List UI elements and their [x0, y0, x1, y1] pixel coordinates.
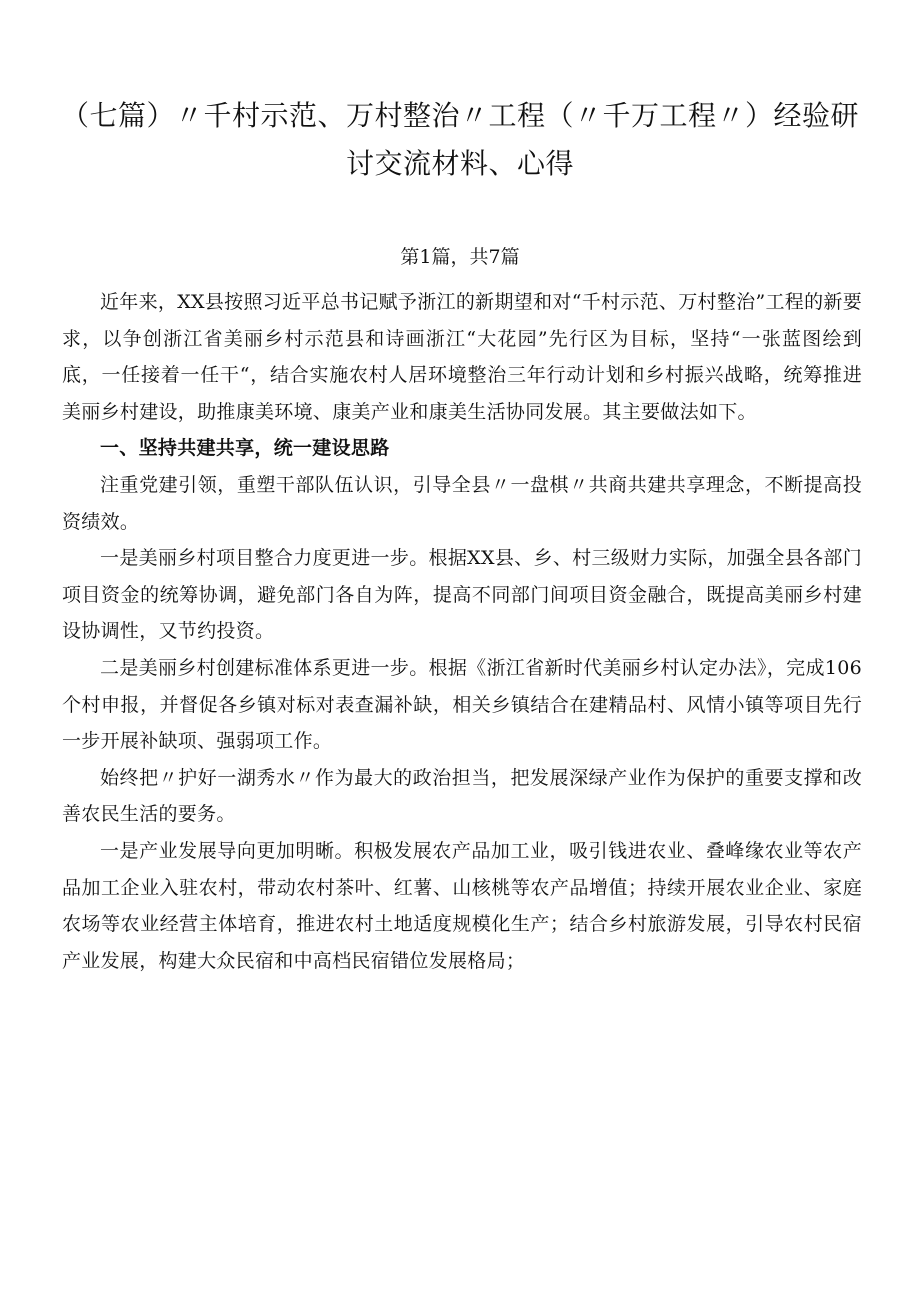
paragraph-party-building: 注重党建引领，重塑干部队伍认识，引导全县〃一盘棋〃共商共建共享理念，不断提高投资绩效。: [62, 473, 862, 533]
paragraph-industry-guidance: 一是产业发展导向更加明晰。积极发展农产品加工业，吸引钱进农业、叠峰缘农业等农产品加工企业入驻农村，带动农村茶叶、红薯、山核桃等农产品增值；持续开展农业企业、家庭农场等农业经营主体培育，推进农村土地适度规模化生产；结合乡村旅游发展，引导农村民宿产业发展，构建大众民宿和中高档民宿错位发展格局；: [62, 839, 862, 972]
section-heading-1: 一、坚持共建共享，统一建设思路: [100, 437, 390, 460]
paragraph-project-integration: 一是美丽乡村项目整合力度更进一步。根据XX县、乡、村三级财力实际，加强全县各部门项目资金的统筹协调，避免部门各自为阵，提高不同部门间项目资金融合，既提高美丽乡村建设协调性，又节约投资。: [62, 547, 862, 643]
document-body: [62, 284, 862, 979]
paragraph-protect-lake: 始终把〃护好一湖秀水〃作为最大的政治担当，把发展深绿产业作为保护的重要支撑和改善农民生活的要务。: [62, 766, 862, 826]
paragraph-intro: 近年来，XX县按照习近平总书记赋予浙江的新期望和对“千村示范、万村整治”工程的新要求，以争创浙江省美丽乡村示范县和诗画浙江“大花园”先行区为目标，坚持“一张蓝图绘到底，一任接着一任干“，结合实施农村人居环境整治三年行动计划和乡村振兴战略，统筹推进美丽乡村建设，助推康美环境、康美产业和康美生活协同发展。其主要做法如下。: [62, 291, 862, 423]
document-title: （七篇）〃千村示范、万村整治〃工程（〃千万工程〃）经验研讨交流材料、心得: [60, 99, 859, 180]
document-subtitle: 第1篇，共7篇: [400, 246, 520, 268]
paragraph-standard-system: 二是美丽乡村创建标准体系更进一步。根据《浙江省新时代美丽乡村认定办法》，完成106个村申报，并督促各乡镇对标对表查漏补缺，相关乡镇结合在建精品村、风情小镇等项目先行一步开展补缺项、强弱项工作。: [62, 656, 862, 753]
